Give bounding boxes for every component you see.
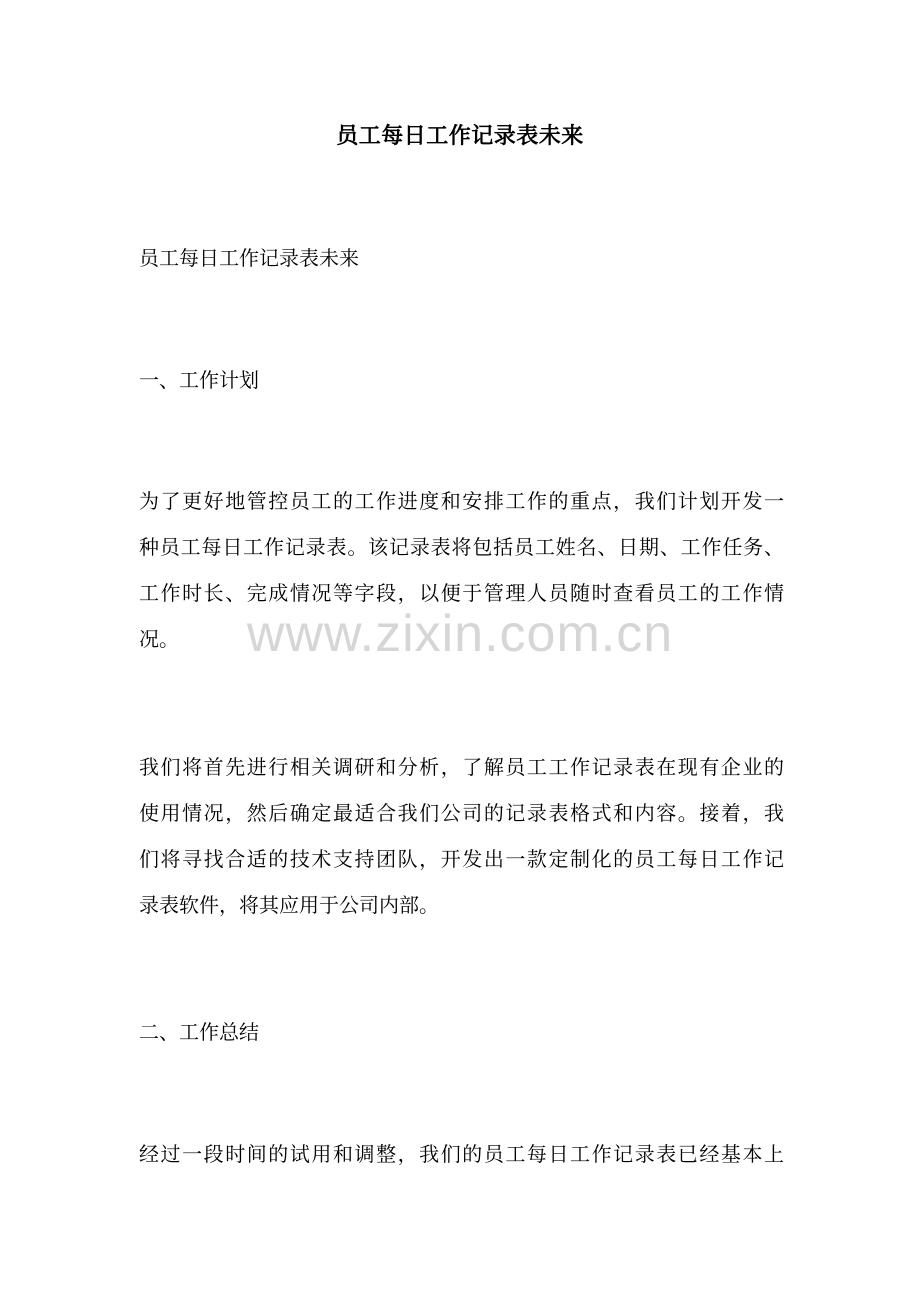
watermark-text: www.zixin.com.cn xyxy=(246,605,674,663)
document-title: 员工每日工作记录表未来 xyxy=(336,123,584,149)
section-heading-work-summary: 二、工作总结 xyxy=(139,1020,259,1044)
paragraph-line: 经过一段时间的试用和调整，我们的员工每日工作记录表已经基本上 xyxy=(139,1142,784,1166)
paragraph-line: 们将寻找合适的技术支持团队，开发出一款定制化的员工每日工作记 xyxy=(139,847,784,871)
paragraph-line: 为了更好地管控员工的工作进度和安排工作的重点，我们计划开发一 xyxy=(139,489,784,513)
paragraph-line: 使用情况，然后确定最适合我们公司的记录表格式和内容。接着，我 xyxy=(139,801,784,825)
paragraph-line: 我们将首先进行相关调研和分析，了解员工工作记录表在现有企业的 xyxy=(139,755,784,779)
paragraph-line: 种员工每日工作记录表。该记录表将包括员工姓名、日期、工作任务、 xyxy=(139,535,784,559)
paragraph-work-summary xyxy=(139,1136,784,1172)
paragraph-work-plan-steps xyxy=(139,749,784,923)
document-subtitle: 员工每日工作记录表未来 xyxy=(139,246,359,270)
paragraph-work-plan-intro xyxy=(139,483,784,657)
paragraph-line: 录表软件，将其应用于公司内部。 xyxy=(139,893,439,917)
section-heading-work-plan: 一、工作计划 xyxy=(139,368,259,392)
paragraph-line: 工作时长、完成情况等字段，以便于管理人员随时查看员工的工作情 xyxy=(139,581,784,605)
paragraph-line: 况。 xyxy=(139,627,179,651)
